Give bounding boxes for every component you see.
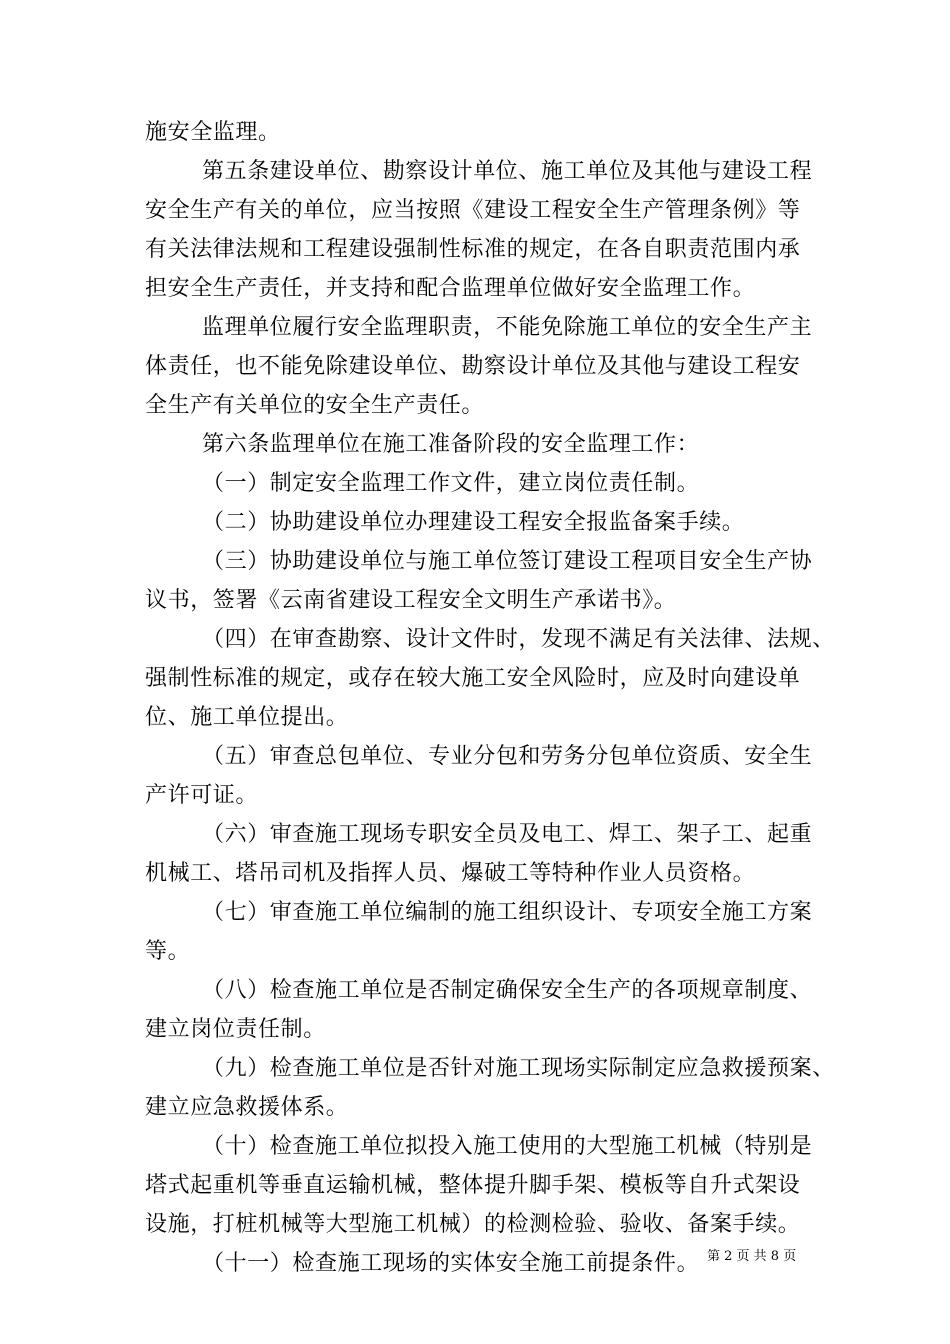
text-line: （一）制定安全监理工作文件，建立岗位责任制。 [202, 471, 700, 496]
text-line: 产许可证。 [145, 783, 259, 808]
text-line: 位、施工单位提出。 [145, 705, 349, 730]
text-line: 第五条建设单位、勘察设计单位、施工单位及其他与建设工程 [202, 159, 813, 184]
text-line: 塔式起重机等垂直运输机械，整体提升脚手架、模板等自升式架设 [145, 1173, 801, 1198]
text-line: （八）检查施工单位是否制定确保安全生产的各项规章制度、 [202, 978, 813, 1003]
text-line: （十）检查施工单位拟投入施工使用的大型施工机械（特别是 [202, 1134, 813, 1159]
text-line: 第六条监理单位在施工准备阶段的安全监理工作： [202, 432, 700, 457]
text-line: 设施，打桩机械等大型施工机械）的检测检验、验收、备案手续。 [145, 1212, 801, 1237]
text-line: 机械工、塔吊司机及指挥人员、爆破工等特种作业人员资格。 [145, 861, 756, 886]
text-line: 等。 [145, 939, 191, 964]
text-line: （三）协助建设单位与施工单位签订建设工程项目安全生产协 [202, 549, 813, 574]
text-line: （十一）检查施工现场的实体安全施工前提条件。 [202, 1251, 700, 1276]
text-line: 体责任，也不能免除建设单位、勘察设计单位及其他与建设工程安 [145, 354, 801, 379]
text-line: 全生产有关单位的安全生产责任。 [145, 393, 485, 418]
text-line: （六）审查施工现场专职安全员及电工、焊工、架子工、起重 [202, 822, 813, 847]
text-line: （七）审查施工单位编制的施工组织设计、专项安全施工方案 [202, 900, 813, 925]
text-line: 强制性标准的规定，或存在较大施工安全风险时，应及时向建设单 [145, 666, 801, 691]
text-line: 监理单位履行安全监理职责，不能免除施工单位的安全生产主 [202, 315, 813, 340]
text-line: 议书，签署《云南省建设工程安全文明生产承诺书》。 [145, 588, 677, 613]
text-line: 建立应急救援体系。 [145, 1095, 349, 1120]
text-line: 有关法律法规和工程建设强制性标准的规定，在各自职责范围内承 [145, 237, 801, 262]
text-line: （五）审查总包单位、专业分包和劳务分包单位资质、安全生 [202, 744, 813, 769]
text-line: 施安全监理。 [145, 120, 281, 145]
text-line: （九）检查施工单位是否针对施工现场实际制定应急救援预案、 [202, 1056, 835, 1081]
text-line: 担安全生产责任，并支持和配合监理单位做好安全监理工作。 [145, 276, 756, 301]
text-line: 建立岗位责任制。 [145, 1017, 326, 1042]
page-number: 第 2 页 共 8 页 [707, 1249, 797, 1264]
text-line: 安全生产有关的单位，应当按照《建设工程安全生产管理条例》等 [145, 198, 801, 223]
text-line: （四）在审查勘察、设计文件时，发现不满足有关法律、法规、 [202, 627, 835, 652]
text-line: （二）协助建设单位办理建设工程安全报监备案手续。 [202, 510, 745, 535]
